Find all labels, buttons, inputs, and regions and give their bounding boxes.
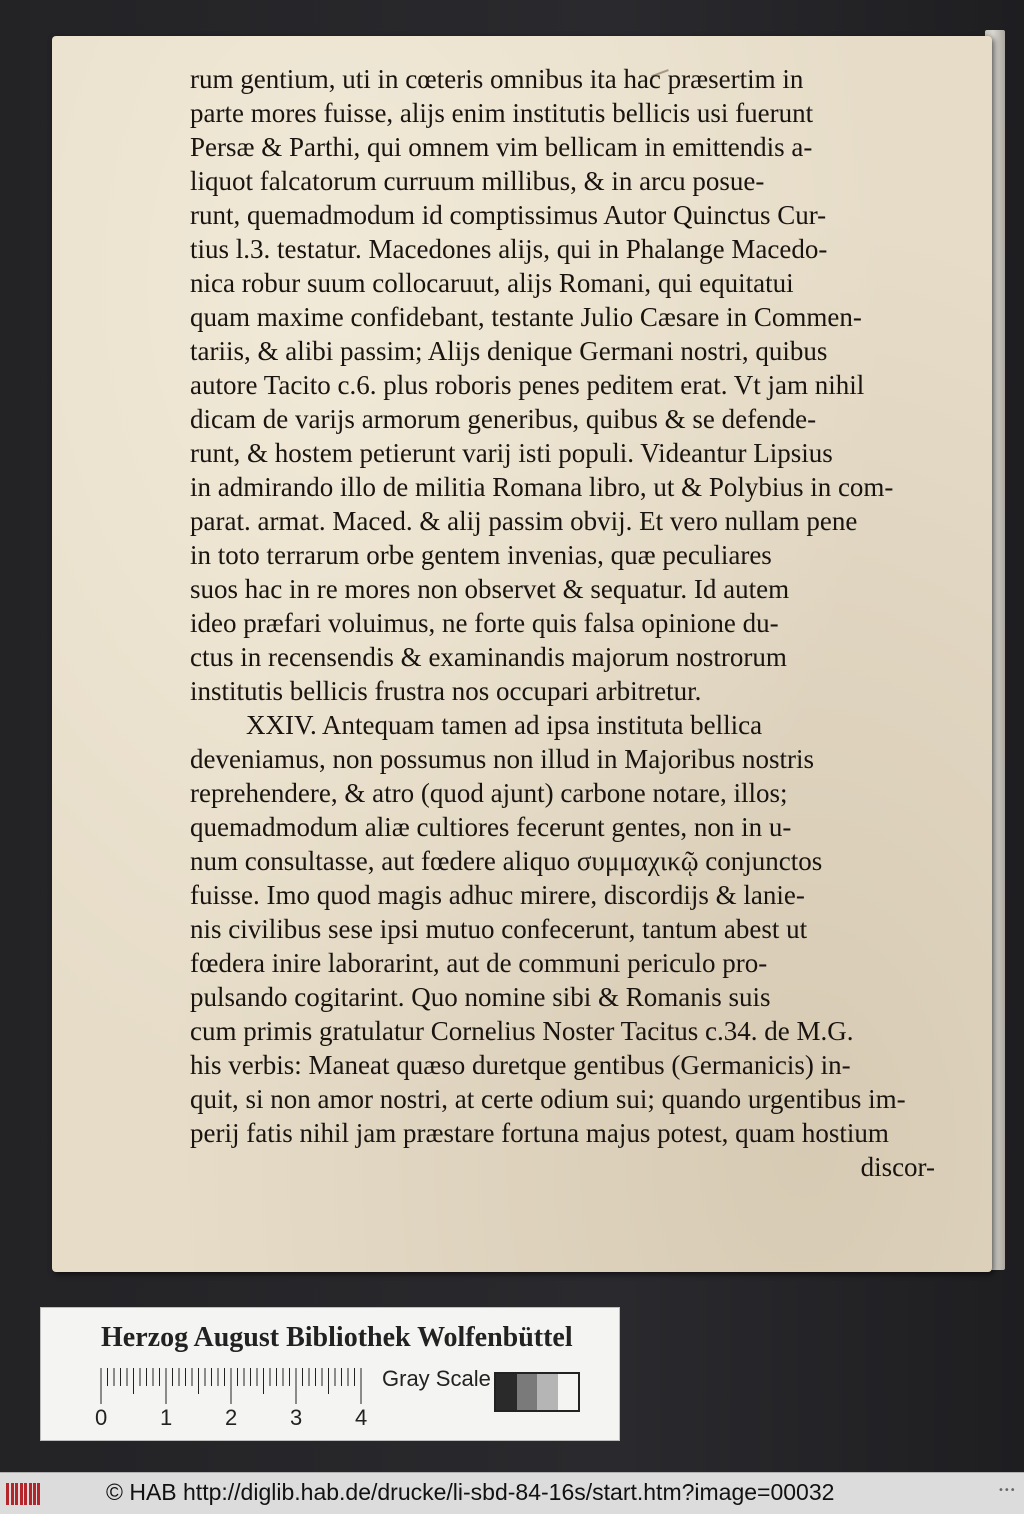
text-line: rum gentium, uti in cœteris omnibus ita hac præsertim in [190,64,804,94]
text-line: discor- [860,1152,935,1182]
gray-scale-label: Gray Scale [382,1366,491,1391]
text-line: liquot falcatorum curruum millibus, & in arcu posue- [190,166,765,196]
text-line: reprehendere, & atro (quod ajunt) carbone notare, illos; [190,778,788,808]
text-line: deveniamus, non possumus non illud in Majoribus nostris [190,744,814,774]
logo-bar [24,1483,27,1505]
ruler-number: 1 [160,1405,173,1430]
text-line: Persæ & Parthi, qui omnem vim bellicam in emittendis a- [190,132,813,162]
text-line: parte mores fuisse, alijs enim institutis bellicis usi fuerunt [190,98,814,128]
gray-swatch [558,1374,579,1410]
ruler-number: 4 [355,1405,368,1430]
text-line: perij fatis nihil jam præstare fortuna majus potest, quam hostium [190,1118,889,1148]
logo-bar [11,1483,14,1505]
hab-logo-icon [6,1481,42,1507]
logo-bar [33,1483,36,1505]
logo-bar [15,1483,18,1505]
gray-swatch [537,1374,558,1410]
more-icon[interactable]: ••• [998,1485,1016,1496]
text-line: quit, si non amor nostri, at certe odium sui; quando urgentibus im- [190,1084,906,1114]
scale-ruler-card [40,1307,620,1441]
text-line: quam maxime confidebant, testante Julio Cæsare in Commen- [190,302,862,332]
text-line: institutis bellicis frustra nos occupari arbitretur. [190,676,702,706]
gray-scale-swatches [494,1372,580,1412]
source-url[interactable]: © HAB http://diglib.hab.de/drucke/li-sbd-84-16s/start.htm?image=00032 [106,1479,835,1505]
text-line: nis civilibus sese ipsi mutuo confecerunt, tantum abest ut [190,914,808,944]
text-line: cum primis gratulatur Cornelius Noster Tacitus c.34. de M.G. [190,1016,854,1046]
text-line: runt, quemadmodum id comptissimus Autor Quinctus Cur- [190,200,827,230]
library-name: Herzog August Bibliothek Wolfenbüttel [101,1322,573,1353]
text-line: quemadmodum aliæ cultiores fecerunt gentes, non in u- [190,812,792,842]
text-line: num consultasse, aut fœdere aliquo συμμαχικῷ conjunctos [190,846,823,876]
ruler-number: 3 [290,1405,303,1430]
ruler-ticks [99,1366,371,1406]
text-line: fuisse. Imo quod magis adhuc mirere, discordijs & lanie- [190,880,805,910]
text-line: dicam de varijs armorum generibus, quibus & se defende- [190,404,817,434]
text-line: nica robur suum collocaruut, alijs Romani, qui equitatui [190,268,794,298]
text-line: tius l.3. testatur. Macedones alijs, qui in Phalange Macedo- [190,234,828,264]
text-line: runt, & hostem petierunt varij isti populi. Videantur Lipsius [190,438,833,468]
text-line: pulsando cogitarint. Quo nomine sibi & Romanis suis [190,982,771,1012]
logo-bar [6,1483,9,1505]
ruler-number: 2 [225,1405,238,1430]
text-line: in admirando illo de militia Romana libro, ut & Polybius in com- [190,472,894,502]
text-line: XXIV. Antequam tamen ad ipsa instituta bellica [246,710,763,740]
text-line: tariis, & alibi passim; Alijs denique Germani nostri, quibus [190,336,828,366]
text-line: suos hac in re mores non observet & sequatur. Id autem [190,574,790,604]
text-line: fœdera inire laborarint, aut de communi periculo pro- [190,948,768,978]
text-line: his verbis: Maneat quæso duretque gentibus (Germanicis) in- [190,1050,851,1080]
text-line: ideo præfari voluimus, ne forte quis falsa opinione du- [190,608,779,638]
text-line: ctus in recensendis & examinandis majorum nostrorum [190,642,787,672]
text-line: in toto terrarum orbe gentem invenias, quæ peculiares [190,540,772,570]
page-text [190,62,935,1184]
text-line: parat. armat. Maced. & alij passim obvij. Et vero nullam pene [190,506,858,536]
viewer-footer [0,1472,1024,1514]
logo-bar [37,1483,40,1505]
text-line: autore Tacito c.6. plus roboris penes peditem erat. Vt jam nihil [190,370,865,400]
logo-bar [29,1483,32,1505]
gray-swatch [517,1374,538,1410]
gray-swatch [496,1374,517,1410]
logo-bar [20,1483,23,1505]
ruler-number: 0 [95,1405,108,1430]
